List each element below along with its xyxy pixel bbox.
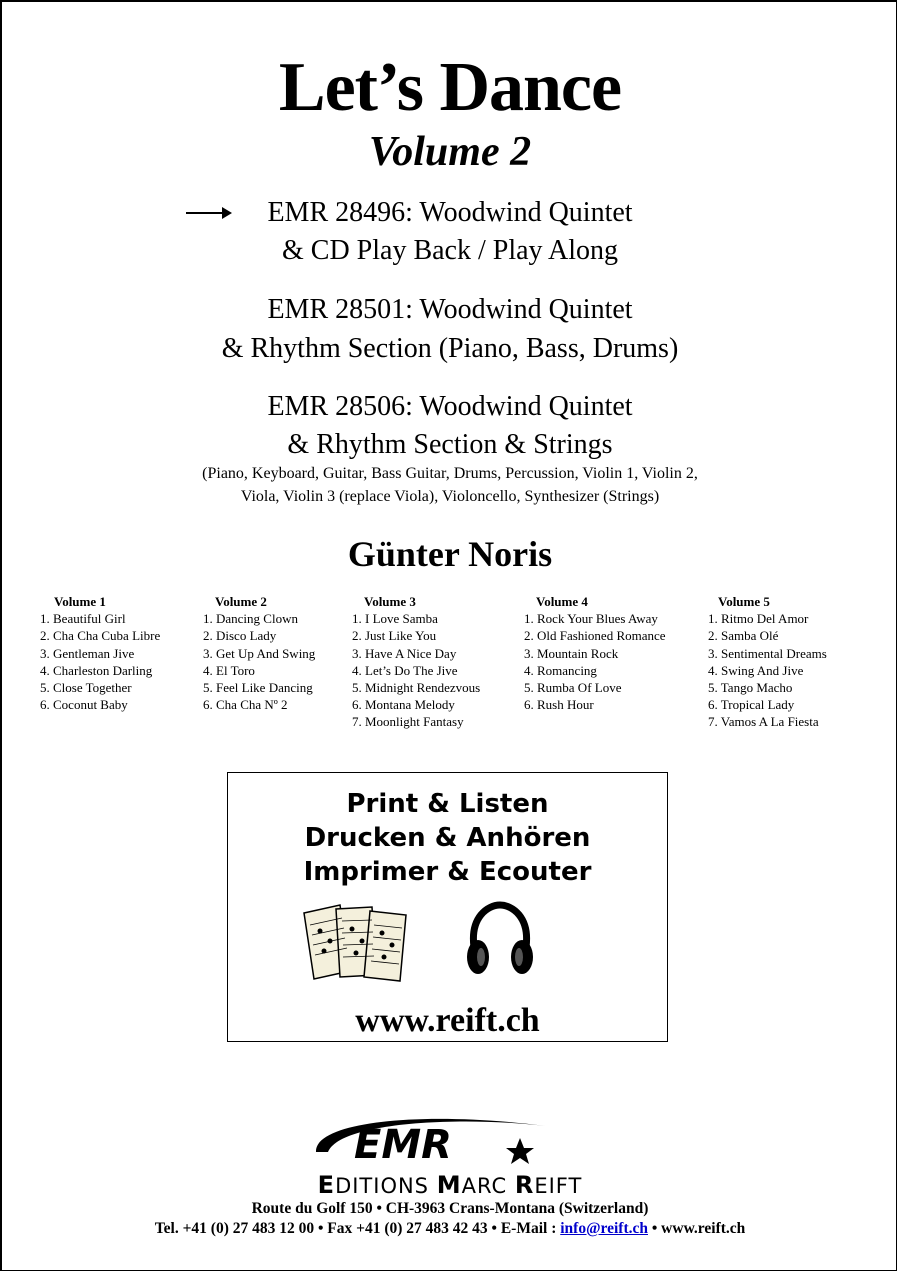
list-item: 4. El Toro xyxy=(203,662,255,678)
list-item: 1. I Love Samba xyxy=(352,611,438,627)
publisher-address: Route du Golf 150 • CH-3963 Crans-Montana (Switzerland) xyxy=(251,1200,649,1217)
list-item: 3. Gentleman Jive xyxy=(40,645,135,661)
list-item: 3. Mountain Rock xyxy=(524,645,619,661)
list-item: 1. Ritmo Del Amor xyxy=(708,611,809,627)
emr-logo xyxy=(310,1108,550,1168)
edition-2-subtitle: & Rhythm Section (Piano, Bass, Drums) xyxy=(221,333,679,364)
sheet-music-icon xyxy=(300,901,416,983)
logo-text: EMR xyxy=(354,1122,452,1168)
volume-column xyxy=(524,593,714,713)
list-item: 4. Swing And Jive xyxy=(708,662,804,678)
edition-3-instruments-1: (Piano, Keyboard, Guitar, Bass Guitar, Drums, Percussion, Violin 1, Violin 2, xyxy=(202,465,698,482)
edition-1-title: EMR 28496: Woodwind Quintet xyxy=(267,197,633,228)
edition-3-title: EMR 28506: Woodwind Quintet xyxy=(267,391,633,422)
list-item: 7. Vamos A La Fiesta xyxy=(708,714,819,730)
list-item: 6. Cha Cha Nº 2 xyxy=(203,697,288,713)
list-item: 2. Just Like You xyxy=(352,628,437,644)
list-item: 4. Charleston Darling xyxy=(40,662,153,678)
website-url[interactable]: www.reift.ch xyxy=(355,1002,540,1039)
list-item: 5. Tango Macho xyxy=(708,680,793,696)
list-item: 3. Get Up And Swing xyxy=(203,645,316,661)
list-item: 4. Let’s Do The Jive xyxy=(352,662,458,678)
composer-name: Günter Noris xyxy=(347,534,553,574)
volume-heading: Volume 4 xyxy=(536,594,588,609)
edition-3-subtitle: & Rhythm Section & Strings xyxy=(287,429,613,460)
list-item: 5. Rumba Of Love xyxy=(524,680,622,696)
print-listen-box xyxy=(227,772,668,1042)
list-item: 3. Sentimental Dreams xyxy=(708,645,827,661)
edition-1-subtitle: & CD Play Back / Play Along xyxy=(282,235,618,266)
volume-column xyxy=(40,593,230,713)
list-item: 6. Montana Melody xyxy=(352,697,455,713)
volume-column xyxy=(352,593,542,731)
page-subtitle: Volume 2 xyxy=(368,129,532,175)
list-item: 3. Have A Nice Day xyxy=(352,645,457,661)
list-item: 7. Moonlight Fantasy xyxy=(352,714,464,730)
list-item: 2. Cha Cha Cuba Libre xyxy=(40,628,161,644)
publisher-name: EDITIONS MARC REIFT xyxy=(317,1171,583,1199)
list-item: 5. Close Together xyxy=(40,680,132,696)
list-item: 2. Samba Olé xyxy=(708,628,779,644)
headphones-icon xyxy=(464,901,536,979)
list-item: 6. Coconut Baby xyxy=(40,697,128,713)
volume-heading: Volume 2 xyxy=(215,594,267,609)
promo-line-de: Drucken & Anhören xyxy=(304,823,591,853)
list-item: 4. Romancing xyxy=(524,662,597,678)
list-item: 2. Disco Lady xyxy=(203,628,277,644)
list-item: 1. Rock Your Blues Away xyxy=(524,611,658,627)
list-item: 5. Midnight Rendezvous xyxy=(352,680,481,696)
list-item: 1. Dancing Clown xyxy=(203,611,298,627)
edition-3-instruments-2: Viola, Violin 3 (replace Viola), Violoncello, Synthesizer (Strings) xyxy=(240,488,660,505)
publisher-contact: Tel. +41 (0) 27 483 12 00 • Fax +41 (0) 27 483 42 43 • E-Mail : info@reift.ch • www.reift.ch xyxy=(154,1220,746,1237)
volume-heading: Volume 3 xyxy=(364,594,416,609)
list-item: 6. Tropical Lady xyxy=(708,697,795,713)
promo-line-en: Print & Listen xyxy=(346,789,549,819)
volume-column xyxy=(708,593,898,731)
list-item: 6. Rush Hour xyxy=(524,697,594,713)
edition-2-title: EMR 28501: Woodwind Quintet xyxy=(267,294,633,325)
volume-heading: Volume 1 xyxy=(54,594,106,609)
list-item: 5. Feel Like Dancing xyxy=(203,680,313,696)
list-item: 2. Old Fashioned Romance xyxy=(524,628,666,644)
page-title: Let’s Dance xyxy=(278,49,622,126)
email-link[interactable]: info@reift.ch xyxy=(560,1220,648,1237)
promo-line-fr: Imprimer & Ecouter xyxy=(303,857,592,887)
volume-heading: Volume 5 xyxy=(718,594,770,609)
list-item: 1. Beautiful Girl xyxy=(40,611,126,627)
